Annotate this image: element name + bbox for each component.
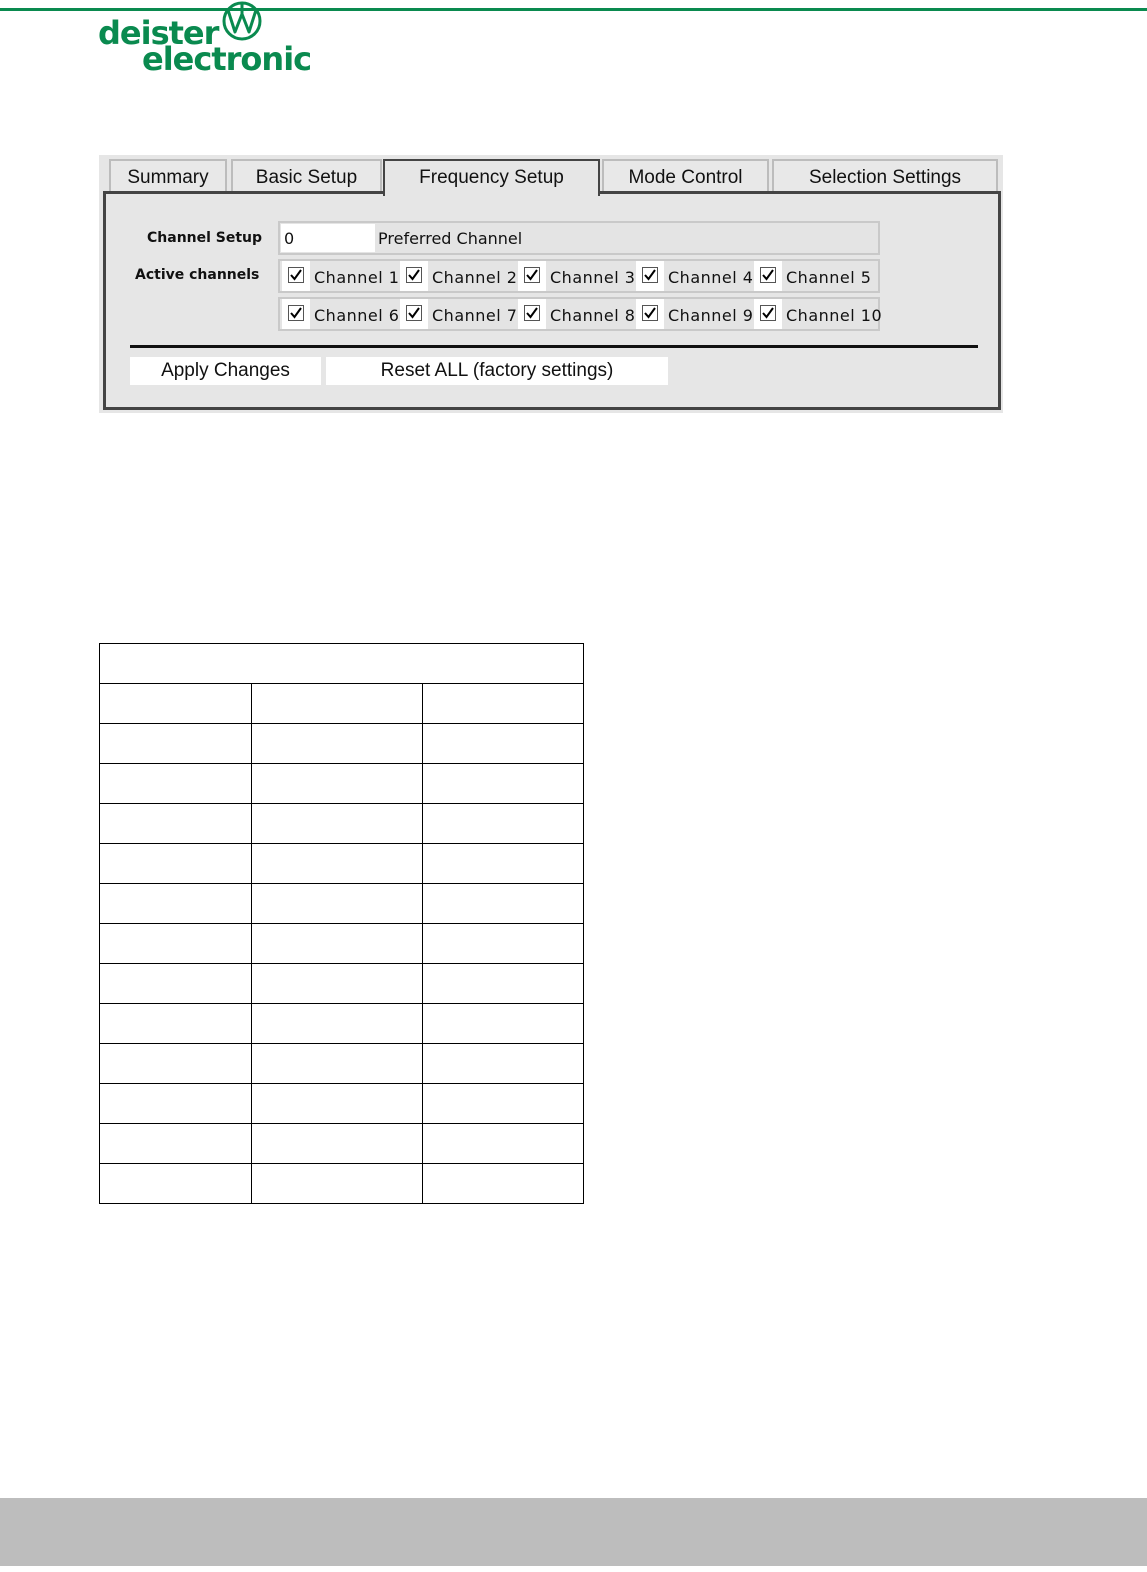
table-cell [252,924,423,964]
checkmark-icon [760,305,776,321]
table-row [100,1004,584,1044]
channel-5-checkbox[interactable] [754,261,782,291]
table-row [100,1084,584,1124]
table-cell [252,1124,423,1164]
table-cell [423,804,584,844]
channel-10-checkbox[interactable] [754,299,782,329]
table-cell [100,1004,252,1044]
table-row [100,884,584,924]
preferred-channel-input[interactable] [281,224,375,252]
active-channels-row-1 [278,259,880,293]
channel-9-label: Channel 9 [668,306,754,325]
table-cell [423,684,584,724]
table-row [100,1044,584,1084]
table-cell [423,1004,584,1044]
table-cell [100,804,252,844]
checkmark-icon [760,267,776,283]
brand-line-2: electronic [142,40,312,78]
table-cell [423,844,584,884]
table-cell [100,644,584,684]
table-row [100,1164,584,1204]
table-cell [423,1164,584,1204]
table-cell [423,924,584,964]
table-cell [252,1044,423,1084]
channel-setup-label: Channel Setup [147,230,263,246]
table-row [100,964,584,1004]
table-cell [100,1044,252,1084]
frequency-setup-panel [103,191,1001,410]
apply-changes-button[interactable]: Apply Changes [130,357,321,385]
channel-4-checkbox[interactable] [636,261,664,291]
tab-basic-setup[interactable]: Basic Setup [231,159,382,194]
table-cell [252,844,423,884]
footer-bar [0,1498,1147,1566]
checkmark-icon [524,305,540,321]
table-row [100,844,584,884]
checkmark-icon [288,305,304,321]
channel-2-label: Channel 2 [432,268,518,287]
brand-line-1: deister [98,14,219,52]
channel-2-checkbox[interactable] [400,261,428,291]
table-cell [423,1084,584,1124]
channel-3-label: Channel 3 [550,268,636,287]
table-cell [252,764,423,804]
reset-all-button[interactable]: Reset ALL (factory settings) [326,357,668,385]
table-cell [100,764,252,804]
panel-divider [130,345,978,348]
active-channels-label: Active channels [135,267,260,283]
table-cell [252,724,423,764]
tab-summary[interactable]: Summary [109,159,227,194]
table-row [100,684,584,724]
table-row [100,804,584,844]
channel-6-checkbox[interactable] [282,299,310,329]
channel-6-label: Channel 6 [314,306,400,325]
deister-logo-icon [219,0,265,42]
table-cell [423,1124,584,1164]
channel-1-checkbox[interactable] [282,261,310,291]
channel-4-label: Channel 4 [668,268,754,287]
tab-frequency-setup[interactable]: Frequency Setup [383,159,600,196]
table-cell [100,724,252,764]
table-header-row [100,644,584,684]
table-cell [252,884,423,924]
table-cell [100,684,252,724]
checkmark-icon [524,267,540,283]
table-cell [252,1004,423,1044]
table-cell [423,964,584,1004]
channel-9-checkbox[interactable] [636,299,664,329]
table-cell [100,844,252,884]
brand-logo [98,0,312,78]
table-row [100,764,584,804]
table-cell [423,724,584,764]
preferred-channel-label: Preferred Channel [378,229,523,248]
checkmark-icon [642,267,658,283]
table-cell [423,1044,584,1084]
channel-setup-row [278,221,880,255]
channel-8-label: Channel 8 [550,306,636,325]
table-cell [100,964,252,1004]
channel-5-label: Channel 5 [786,268,872,287]
channel-7-label: Channel 7 [432,306,518,325]
table-cell [423,884,584,924]
active-channels-row-2 [278,297,883,331]
channel-3-checkbox[interactable] [518,261,546,291]
table-cell [252,684,423,724]
checkmark-icon [288,267,304,283]
channel-8-checkbox[interactable] [518,299,546,329]
table-cell [423,764,584,804]
channel-10-label: Channel 10 [786,306,883,325]
table-cell [252,804,423,844]
table-cell [252,964,423,1004]
tab-mode-control[interactable]: Mode Control [602,159,769,194]
checkmark-icon [642,305,658,321]
checkmark-icon [406,305,422,321]
checkmark-icon [406,267,422,283]
table-cell [100,1084,252,1124]
table-row [100,1124,584,1164]
table-cell [252,1164,423,1204]
table-row [100,924,584,964]
config-window [99,155,1003,413]
table-cell [100,924,252,964]
tab-selection-settings[interactable]: Selection Settings [772,159,998,194]
table-cell [100,1124,252,1164]
table-row [100,724,584,764]
table-cell [252,1084,423,1124]
table-cell [100,1164,252,1204]
channel-table [99,643,584,1204]
channel-1-label: Channel 1 [314,268,400,287]
channel-7-checkbox[interactable] [400,299,428,329]
table-cell [100,884,252,924]
